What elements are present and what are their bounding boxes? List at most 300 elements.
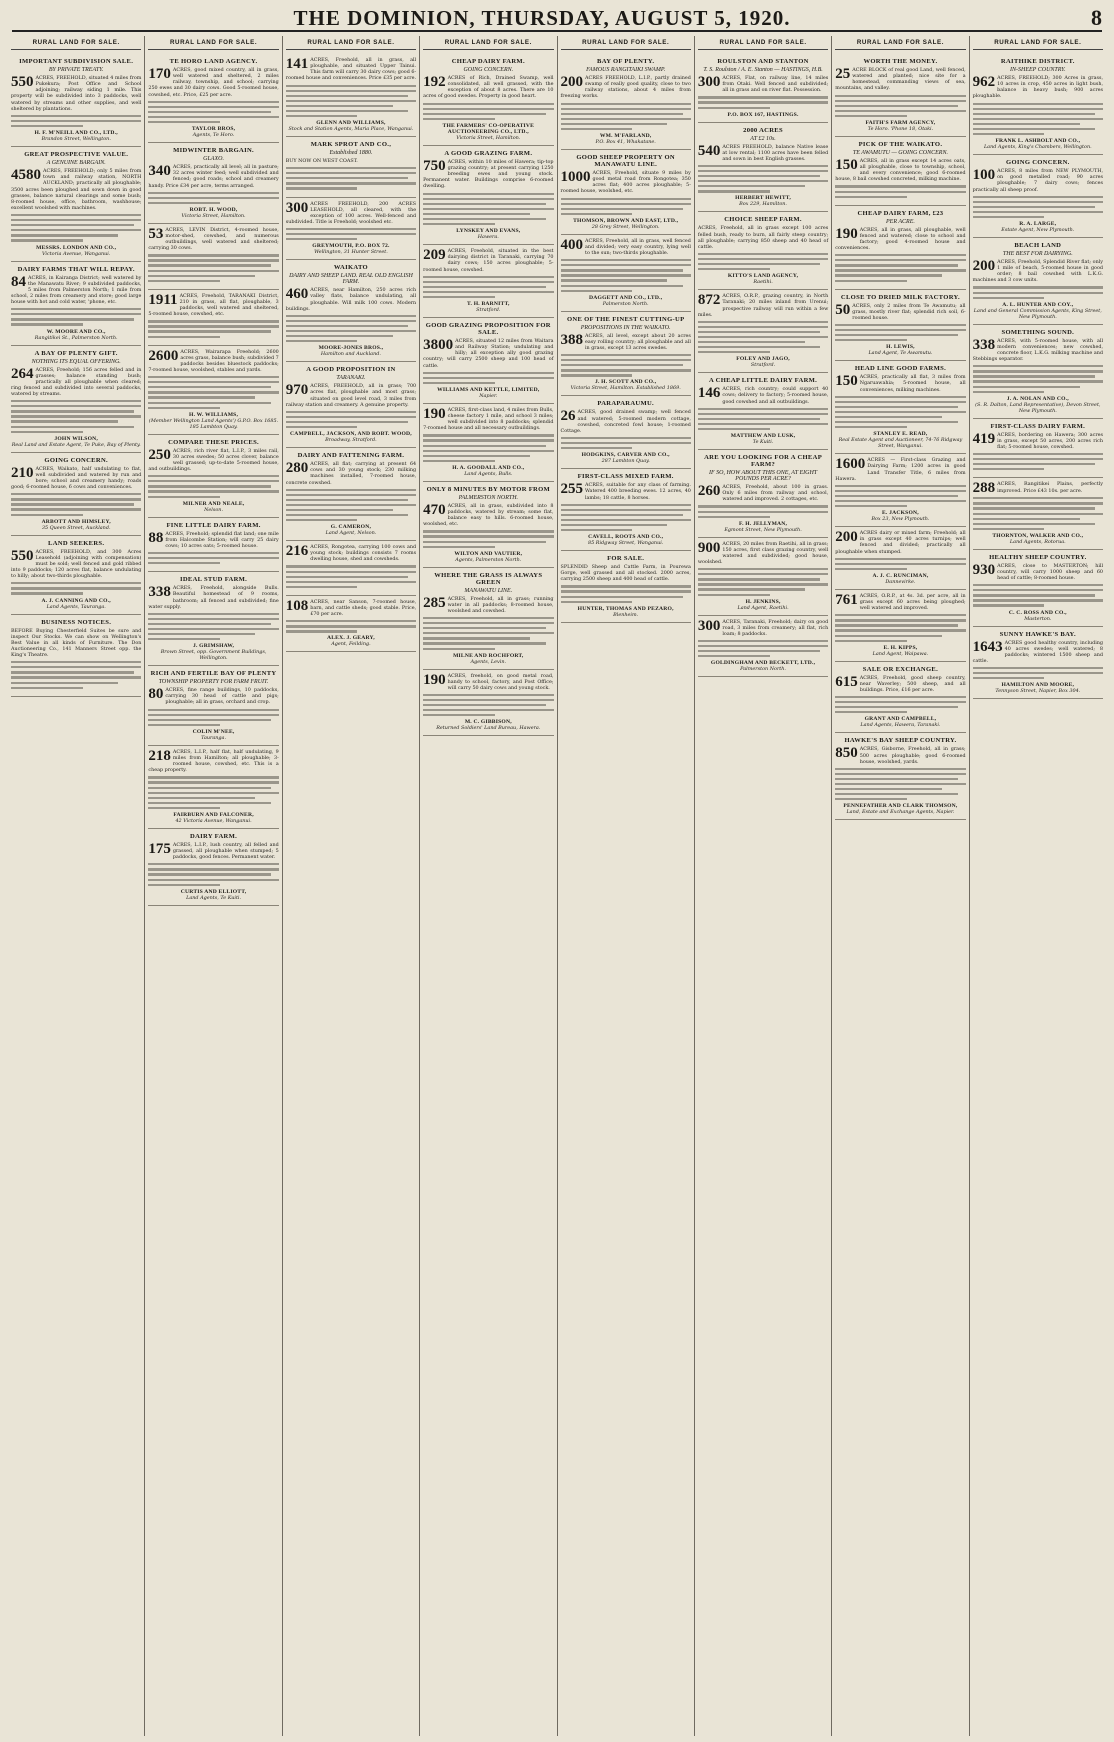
ad-body: [561, 564, 691, 582]
small-print-lines: [973, 453, 1103, 470]
ad-acreage: 170: [148, 66, 171, 82]
classified-ad: [835, 137, 965, 206]
ad-acreage: 209: [423, 247, 446, 264]
ad-body: [11, 628, 141, 659]
ad-title: LAND SEEKERS.: [48, 539, 105, 547]
ad-address: Stratford.: [476, 306, 501, 313]
ad-agent: TAYLOR BROS,: [191, 126, 236, 133]
classified-ad: [835, 454, 965, 527]
ad-acreage: 615: [835, 673, 858, 690]
ad-acreage: 388: [560, 331, 583, 348]
ad-acreage: 340: [148, 163, 171, 180]
ad-address: Hamilton and Auckland.: [320, 351, 381, 358]
classified-ad: [148, 290, 278, 346]
small-print-lines: [698, 253, 828, 270]
ad-body: [286, 201, 416, 226]
column: [419, 36, 556, 1736]
ad-address: Real Land and Estate Agent, Te Puke, Bay of Plenty.: [11, 441, 141, 448]
ad-acreage: 1911: [148, 291, 178, 308]
ad-address: Brandon Street, Wellington.: [41, 136, 111, 143]
column-header: RURAL LAND FOR SALE.: [835, 36, 965, 50]
ad-text: ACRES, only 2 miles from Te Awamutu; all grass, mostly river flat; splendid rich soil, 6-roomed house.: [852, 302, 966, 321]
small-print-lines: [973, 584, 1103, 607]
ad-acreage: 146: [697, 385, 721, 402]
ad-text: ACRES, Gisborne, Freehold, all in grass; 500 acres ploughable; good 6-roomed house, woolshed, yards.: [859, 746, 966, 765]
column: [831, 36, 968, 1736]
ad-address: Land Agents, Rotorua.: [1009, 538, 1066, 545]
classified-ad: [423, 245, 553, 318]
small-print-lines: [973, 667, 1103, 679]
ad-body: [286, 461, 416, 486]
small-print-lines: [423, 372, 553, 384]
ad-body: [423, 503, 553, 528]
ad-agent: ROBT. H. WOOD,: [189, 206, 238, 213]
ad-agent: HAMILTON AND MOORE,: [1001, 682, 1075, 689]
ad-body: [973, 640, 1103, 665]
ad-body: [973, 563, 1103, 581]
ad-agent: H. A. GOODALL AND CO.,: [452, 464, 525, 471]
ad-acreage: 26: [560, 408, 576, 425]
classified-ad: [973, 478, 1103, 549]
ad-agent: HODGKINS, CARVER AND CO.,: [581, 452, 670, 459]
ad-agent: MESSRS. LONDON AND CO.,: [36, 244, 117, 251]
ad-address: Land Agents, Te Kuiti.: [186, 894, 242, 901]
ad-address: Box 23, New Plymouth.: [871, 516, 930, 523]
ad-text: ACRES, O.R.P., at 4s. 3d. per acre, all in grass except 60 acres being ploughed; well watered and improved.: [859, 592, 966, 612]
ad-agent: T. H. BARNITT,: [467, 300, 510, 307]
ad-acreage: 930: [972, 561, 996, 578]
ad-address: Returned Soldiers' Land Bureau, Hawera.: [436, 725, 541, 732]
ad-address: Masterton.: [1024, 615, 1052, 622]
ad-title: A GOOD GRAZING FARM.: [444, 149, 533, 157]
ad-body: [286, 57, 416, 82]
small-print-lines: [286, 315, 416, 343]
ad-body: [148, 531, 278, 549]
ad-agent: THOMSON, BROWN AND EAST, LTD.,: [573, 217, 679, 224]
classified-ad: [11, 453, 141, 536]
ad-agent: ARBOTT AND HIMSLEY,: [41, 518, 111, 525]
ad-agent: GLENN AND WILLIAMS,: [316, 120, 386, 127]
ad-body: [835, 746, 965, 764]
ad-address: (S. R. Dalton, Land Representative), Devon Street, New Plymouth.: [975, 401, 1101, 414]
ad-text: ACRES, Freehold, all in grass, well fenced and divided; very easy country, lying well to the sun; two-thirds ploughable.: [585, 237, 691, 257]
ad-agent: THE FARMERS' CO-OPERATIVE AUCTIONEERING CO., LTD.,: [442, 122, 535, 135]
small-print-lines: [698, 408, 828, 431]
ad-body: [835, 158, 965, 183]
classified-ad: [698, 54, 828, 123]
ad-title: MIDWINTER BARGAIN.: [173, 147, 254, 155]
small-print-lines: [561, 504, 691, 532]
ad-text: SPLENDID Sheep and Cattle Farm, in Pourewa Gorge, well grassed and all stocked. 2000 acres, carrying 2500 sheep and 400 head of cattle.: [560, 564, 691, 583]
ad-agent: CAMPBELL, JACKSON, AND ROBT. WOOD,: [289, 431, 412, 438]
small-print-lines: [835, 485, 965, 508]
ad-title: WHERE THE GRASS IS ALWAYS GREEN: [434, 571, 543, 586]
ad-body: [148, 687, 278, 705]
ad-text: ACRES, Freehold, all in grass, all ploughable, and situated Upper Tainui. This farm will carry 30 dairy cows; good 6-roomed house and conveniences. Price £35 per acre.: [285, 57, 417, 82]
ad-body: [698, 386, 828, 404]
classified-ad: [973, 54, 1103, 155]
ad-subtitle: THE BEST FOR DAIRYING.: [1002, 250, 1073, 257]
small-print-lines: [973, 286, 1103, 298]
classified-ad: [286, 596, 416, 653]
ad-agent: WILLIAMS AND KETTLE, LIMITED,: [437, 386, 540, 393]
ad-title: ONLY 8 MINUTES BY MOTOR FROM: [426, 485, 551, 493]
ad-text: ACRES, all in grass except 14 acres oats, all ploughable, close to township, school, and every convenience; good 6-roomed house, 8 bail cowshed concreted, milking machine.: [835, 157, 966, 183]
ad-body: [698, 293, 828, 318]
column: [969, 36, 1106, 1736]
small-print-lines: [835, 558, 965, 570]
small-print-lines: [973, 103, 1103, 136]
ad-acreage: 216: [285, 543, 309, 560]
classified-columns: [8, 36, 1106, 1736]
ad-address: Agents, Palmerston North.: [455, 556, 522, 563]
classified-ad: [11, 536, 141, 615]
ad-title: DAIRY FARM.: [190, 832, 238, 840]
ad-text: ACRES, Taranaki, Freehold; dairy on good road, 3 miles from creamery; all flat, rich loam; 8 paddocks.: [722, 618, 829, 637]
ad-text: ACRES, all in grass, subdivided into 8 paddocks, watered by stream; some flat, balance easy to hills. 6-roomed house, woolshed, etc.: [423, 502, 554, 528]
ad-body: [286, 599, 416, 617]
ad-body: [423, 673, 553, 691]
classified-ad: [698, 538, 828, 616]
ad-acreage: 108: [285, 597, 309, 614]
ad-subtitle: IN-SHEEP COUNTRY.: [1010, 67, 1066, 73]
ad-body: [423, 75, 553, 100]
ad-agent: J. H. SCOTT AND CO.,: [594, 379, 657, 386]
small-print-lines: [11, 308, 141, 325]
ad-acreage: 285: [423, 594, 446, 611]
ad-title: BEACH LAND: [1014, 241, 1062, 249]
ad-text: ACRES dairy or mixed farm; Freehold; all in grass except 40 acres turnips; well fenced and divided; practically all ploughable when stumped.: [835, 530, 966, 555]
ad-body: [835, 675, 965, 693]
small-print-lines: [973, 497, 1103, 530]
classified-ad: [835, 527, 965, 590]
ad-acreage: 264: [11, 365, 34, 382]
classified-ad: [286, 260, 416, 362]
classified-ad: [561, 312, 691, 397]
ad-address: Box 229, Hamilton.: [739, 201, 787, 208]
ad-text: ACRES, good mixed country, all in grass, well watered and sheltered, 2 miles railway, township, and school; carrying 250 ewes and 30 dairy cows. Good 5-roomed house, cowshed, etc. Price, £25 per acre.: [148, 67, 279, 98]
classified-ad: [973, 550, 1103, 627]
ad-text: ACRES, with 5-roomed house, with all modern conveniences; new cowshed, concrete floor, L.K.G. milking machine and Stebbings separator.: [972, 337, 1103, 363]
ad-title: MARK SPROT AND CO.,: [310, 141, 392, 149]
column-header: RURAL LAND FOR SALE.: [11, 36, 141, 50]
small-print-lines: [698, 165, 828, 193]
ad-body: [972, 480, 1103, 497]
ad-agent: LYNSKEY AND EVANS,: [456, 228, 521, 235]
ad-body: [148, 164, 278, 189]
ad-body: [148, 842, 278, 860]
small-print-lines: [11, 214, 141, 242]
small-print-lines: [286, 167, 416, 190]
ad-address: Napier.: [479, 392, 498, 399]
ad-address: Agents, Te Horo.: [192, 132, 235, 139]
ad-body: [561, 333, 691, 351]
classified-ad: [11, 615, 141, 697]
ad-agent: J. A. NOLAN AND CO.,: [1006, 395, 1069, 402]
ad-title: A CHEAP LITTLE DAIRY FARM.: [708, 377, 818, 385]
ad-title: FIRST-CLASS MIXED FARM.: [577, 473, 674, 481]
ad-text: ACRES, Freehold, situated in the best dairying district in Taranaki, carrying 70 dairy cows; 150 acres ploughable; 5-roomed house, cowshed.: [423, 248, 554, 273]
ad-text: ACRES, Freehold, Splendid River flat; only 1 mile of beach, 5-roomed house in good order; 8 bail cowshed with L.K.G. machines and 3 cow units.: [972, 258, 1103, 284]
ad-agent: MATTHEW AND LUSK,: [730, 433, 796, 440]
ad-title: BUSINESS NOTICES.: [41, 618, 112, 626]
small-print-lines: [11, 661, 141, 689]
ad-address: Broadway, Stratford.: [325, 437, 377, 444]
ad-acreage: 4580: [11, 167, 41, 184]
classified-ad: [835, 590, 965, 662]
ad-agent: GOLDINGHAM AND BECKETT, LTD.,: [710, 660, 816, 667]
ad-agent: ALEX. J. GEARY,: [327, 635, 375, 642]
ad-address: Stratford.: [750, 362, 776, 369]
column-header: RURAL LAND FOR SALE.: [148, 36, 278, 50]
ad-body: [148, 448, 278, 473]
ad-subtitle: DAIRY AND SHEEP LAND. REAL OLD ENGLISH FARM.: [289, 273, 413, 286]
ad-title: DAIRY FARMS THAT WILL REPAY.: [17, 265, 135, 273]
ad-title: ROULSTON AND STANTON: [717, 58, 809, 65]
ad-body: [148, 293, 278, 318]
ad-address: Victoria Street, Hamilton.: [181, 212, 246, 219]
ad-text: ACRES, 20 miles from Raetihi, all in grass; 150 acres, first class grazing country, well watered and subdivided; good house, woolshed.: [697, 540, 829, 566]
small-print-lines: [973, 365, 1103, 393]
ad-agent: MILNER AND NEALE,: [182, 500, 245, 507]
ad-acreage: 400: [560, 236, 583, 253]
ad-address: Rangitikei St., Palmerston North.: [34, 334, 118, 341]
ad-acreage: 250: [148, 446, 171, 463]
ad-title: PICK OF THE WAIKATO.: [858, 140, 943, 148]
ad-body: [11, 549, 141, 580]
ad-title: IMPORTANT SUBDIVISION SALE.: [19, 58, 134, 65]
ad-address: Palmerston North.: [602, 300, 649, 307]
small-print-lines: [148, 552, 278, 564]
ad-subtitle: PROPOSITIONS IN THE WAIKATO.: [580, 324, 671, 331]
ad-address: Land Agents, Tauranga.: [46, 603, 106, 610]
ad-text: ACRES, practically all flat, 3 miles from Ngaruawahia; 5-roomed house, all conveniences, milking machines.: [859, 374, 966, 393]
small-print-lines: [698, 321, 828, 354]
small-print-lines: [561, 585, 691, 602]
ad-body: [698, 619, 828, 637]
column: [557, 36, 694, 1736]
small-print-lines: [561, 259, 691, 292]
small-print-lines: [835, 324, 965, 341]
ad-address: Tennyson Street, Napier, Box 304.: [995, 688, 1081, 695]
classified-ad: [148, 666, 278, 746]
ad-body: [973, 168, 1103, 193]
ad-body: [286, 544, 416, 562]
ad-title: GREAT PROSPECTIVE VALUE.: [24, 151, 129, 159]
classified-ad: [698, 212, 828, 290]
ad-agent: WM. M'FARLAND,: [599, 132, 652, 139]
ad-agent: A. L. HUNTER AND COY.,: [1002, 301, 1074, 308]
ad-text: ACRES, good drained swamp; well fenced and watered; 5-roomed modern cottage, cowshed, concreted fowl house; 1-roomed Cottage.: [560, 409, 691, 434]
classified-ad: [148, 54, 278, 143]
ad-subtitle: IF SO, HOW ABOUT THIS ONE, AT EIGHT POUNDS PER ACRE?: [708, 470, 818, 483]
ad-address: Blenheim.: [613, 611, 639, 618]
ad-acreage: 540: [697, 142, 721, 159]
small-print-lines: [286, 489, 416, 522]
ad-subtitle: AT £2 10s.: [750, 135, 776, 142]
classified-ad: [973, 325, 1103, 419]
ad-address: Real Estate Agent and Auctioneer, 74-76 Ridgway Street, Wanganui.: [838, 437, 963, 450]
ad-title: CHEAP DAIRY FARM.: [451, 58, 525, 65]
ad-title: BAY OF PLENTY.: [597, 58, 655, 65]
ad-text: ACRES, Freehold, situate 9 miles by good metal road from Rongotea; 350 acres flat; 400 acres ploughable; 5-roomed house, woolshed, etc.: [560, 169, 691, 195]
classified-ad: [835, 361, 965, 454]
ad-agent: COLIN M'NEE,: [192, 728, 235, 735]
ad-acreage: 260: [697, 483, 721, 500]
ad-text: ACRES — First-class Grazing and Dairying Farm; 1200 acres in good Land Transfer Title, 6 miles from Hawera.: [835, 457, 966, 482]
ad-subtitle: GLAXO.: [203, 156, 224, 163]
ad-body: [835, 530, 965, 555]
classified-ad: [148, 435, 278, 518]
classified-ad: [698, 450, 828, 538]
column: [282, 36, 419, 1736]
ad-body: [973, 75, 1103, 100]
classified-ad: [148, 746, 278, 829]
ad-agent: DAGGETT AND CO., LTD.,: [589, 294, 663, 301]
small-print-lines: [423, 530, 553, 547]
small-print-lines: [423, 617, 553, 650]
ad-text: ACRES, Rongotea, carrying 100 cows and young stock; buildings consists 7 rooms dwelling house, shed and cowsheds.: [310, 544, 417, 563]
ad-agent: KITTO'S LAND AGENCY,: [727, 273, 799, 280]
small-print-lines: [148, 254, 278, 282]
ad-agent: H. LEWIS,: [886, 344, 915, 351]
ad-text: ACRES FREEHOLD, balance Native lease at low rental; 1100 acres have been felled and sown in best English grasses.: [722, 143, 829, 162]
ad-body: [148, 749, 278, 774]
small-print-lines: [973, 196, 1103, 219]
ad-body: [423, 338, 553, 369]
small-print-lines: [423, 193, 553, 226]
ad-acreage: 761: [835, 591, 858, 608]
ad-subtitle: FAMOUS RANGITAIKI SWAMP.: [586, 67, 666, 73]
ad-text: ACRES, Flat, on railway line, 14 miles from Otaki. Well fenced and subdivided; all in grass and on river flat. Possession.: [722, 75, 829, 94]
ad-address: Brown Street, opp. Government Buildings, Wellington.: [160, 649, 267, 662]
ad-title: FIRST-CLASS DAIRY FARM.: [990, 422, 1086, 430]
column-header: RURAL LAND FOR SALE.: [561, 36, 691, 50]
ad-title: ARE YOU LOOKING FOR A CHEAP FARM?: [704, 454, 823, 469]
ad-acreage: 2600: [148, 347, 179, 364]
ad-text: ACRES, 8 miles from NEW PLYMOUTH, on good metalled road; 90 acres ploughable; 7 dairy cows; fences practically all sheep proof.: [972, 168, 1103, 193]
ad-body: [835, 67, 965, 92]
ad-acreage: 218: [148, 747, 171, 764]
ad-acreage: 970: [285, 382, 309, 399]
small-print-lines: [835, 95, 965, 118]
small-print-lines: [835, 768, 965, 801]
ad-body: [561, 238, 691, 256]
ad-address: Wellington, 31 Hunter Street.: [314, 249, 388, 256]
ad-address: 42 Victoria Avenue, Wanganui.: [175, 817, 252, 824]
ad-acreage: 84: [11, 273, 26, 290]
ad-title: CHEAP DAIRY FARM, £23: [857, 209, 944, 217]
ad-acreage: 850: [835, 745, 858, 762]
small-print-lines: [148, 475, 278, 498]
ad-address: Land Agent, Waipawa.: [872, 650, 929, 657]
classified-ad: [286, 448, 416, 541]
ad-agent: FAITH'S FARM AGENCY,: [865, 119, 936, 126]
ad-agent: H. F. M'NEILL AND CO., LTD.,: [34, 130, 118, 137]
classified-ad: [148, 829, 278, 906]
ad-text: ACRES, suitable for any class of farming. Watered 400 breeding ewes. 12 acres, 40 lambs; 18 cattle, 8 horses.: [585, 482, 691, 501]
classified-ad: [835, 733, 965, 820]
small-print-lines: [148, 776, 278, 809]
ad-text: ACRES, all level, except about 20 acres easy rolling country; all ploughable and all in grass, except 13 acres swedes.: [585, 332, 691, 352]
classified-ad: [11, 54, 141, 147]
ad-title: FINE LITTLE DAIRY FARM.: [166, 521, 261, 529]
ad-agent: CURTIS AND ELLIOTT,: [180, 888, 247, 895]
ad-address: Victoria Avenue, Wanganui.: [41, 250, 111, 257]
classified-ad: [11, 346, 141, 453]
ad-acreage: 900: [697, 539, 721, 556]
ad-address: 28 Grey Street, Wellington.: [591, 223, 660, 230]
ad-text: ACRES, first-class land, 4 miles from Bulls, cheese factory 1 mile, and school 3 miles; well subdivided into 8 paddocks; splendid 7-roomed house and all necessary outbuildings.: [423, 406, 554, 432]
ad-text: ACRES, Wairarapa Freehold; 2600 acres grass, balance bush; subdivided 7 paddocks besides bluestock paddocks; 7-roomed house, woolshed, stables and yards.: [148, 348, 279, 374]
ad-text: ACRES, Freehold, all in grass; running water in all paddocks; 8-roomed house, woolshed and cowshed.: [447, 595, 554, 614]
ad-address: Te Horo. 'Phone 18, Otaki.: [867, 125, 934, 132]
ad-title: PARAPARAUMU.: [597, 400, 655, 408]
small-print-lines: [148, 709, 278, 726]
ad-address: Te Kuiti.: [752, 439, 774, 446]
ad-body: [698, 484, 828, 502]
ad-address: Nelson.: [204, 506, 224, 513]
small-print-lines: [835, 185, 965, 197]
ad-agent: FOLEY AND JAGO,: [736, 356, 790, 363]
ad-body: [698, 75, 828, 93]
ad-address: Agent, Feilding.: [331, 641, 371, 648]
ad-title: RICH AND FERTILE BAY OF PLENTY: [150, 670, 277, 678]
ad-agent: M. C. GIBBISON,: [464, 719, 512, 726]
ad-body: [835, 303, 965, 321]
ad-agent: MILNE AND ROCHFORT,: [453, 652, 524, 659]
ad-address: Land, Estate and Exchange Agents, Napier.: [846, 809, 955, 816]
ad-address: Land Agent, Raetihi.: [737, 604, 789, 611]
ad-body: [423, 248, 553, 273]
ad-body: [561, 409, 691, 434]
ad-agent: HUNTER, THOMAS AND PEZARO,: [577, 605, 674, 612]
ad-title: HEAD LINE GOOD FARMS.: [854, 365, 947, 373]
ad-text: BEFORE Buying Chesterfield Suites be sure and inspect Our Stocks. We can show on Wellington's Best Value in all kinds of Furniture. The Don Auctioneering Co., 141 Manners Street opp. the King's Theatre.: [11, 627, 142, 659]
ad-agent: MOORE-JONES BROS.,: [318, 345, 384, 352]
ad-agent: STANLEY E. READ,: [873, 431, 928, 438]
ad-body: [973, 432, 1103, 450]
ad-text: ACRES, Waikato, half undulating to flat, well subdivided and watered by run and bore; school and creamery handy; roads good; 6-roomed house, 6 cows and conveniences.: [11, 465, 142, 491]
ad-body: [11, 168, 141, 211]
small-print-lines: [423, 434, 553, 462]
column: [694, 36, 831, 1736]
ad-agent: E. JACKSON,: [882, 510, 919, 517]
ad-text: ACRES, Freehold, alongside Bulls. Beautiful homestead of 9 rooms, bathroom; all fenced and subdivided; fine water supply.: [148, 585, 279, 610]
ad-acreage: 300: [285, 199, 309, 216]
ad-address: Land Agent, Te Awamutu.: [868, 350, 933, 357]
classified-ad: [973, 627, 1103, 700]
ad-body: [561, 170, 691, 195]
ad-text: ACRES, practically all level; all in pasture; 32 acres winter feed; well subdivided and fenced; good roads; school and creamery handy. Price £34 per acre, terms arranged.: [148, 164, 279, 189]
small-print-lines: [835, 614, 965, 642]
ad-body: [973, 338, 1103, 363]
ad-title: FOR SALE.: [607, 555, 645, 563]
ad-acreage: 338: [148, 584, 171, 601]
ad-text: ACRES good healthy country, including 40 acres swedes; well watered; 8 paddocks; wintered 1500 sheep and cattle.: [972, 639, 1103, 665]
ad-title: SUNNY HAWKE'S BAY.: [999, 630, 1076, 638]
ad-subtitle: MANAWATU LINE.: [464, 587, 513, 594]
masthead: [12, 6, 1102, 32]
ad-acreage: 150: [835, 156, 858, 173]
ad-text: ACRES, L.I.P., half flat, half undulating, 9 miles from Hamilton; all ploughable; 3-roomed house, cowshed, etc. This is a cheap property.: [148, 748, 279, 774]
ad-body: [148, 67, 278, 98]
ad-subtitle: TOWNSHIP PROPERTY FOR FARM FRUIT.: [158, 679, 269, 686]
classified-ad: [286, 198, 416, 261]
ad-body: [148, 349, 278, 374]
classified-ad: [148, 224, 278, 290]
small-print-lines: [148, 376, 278, 409]
